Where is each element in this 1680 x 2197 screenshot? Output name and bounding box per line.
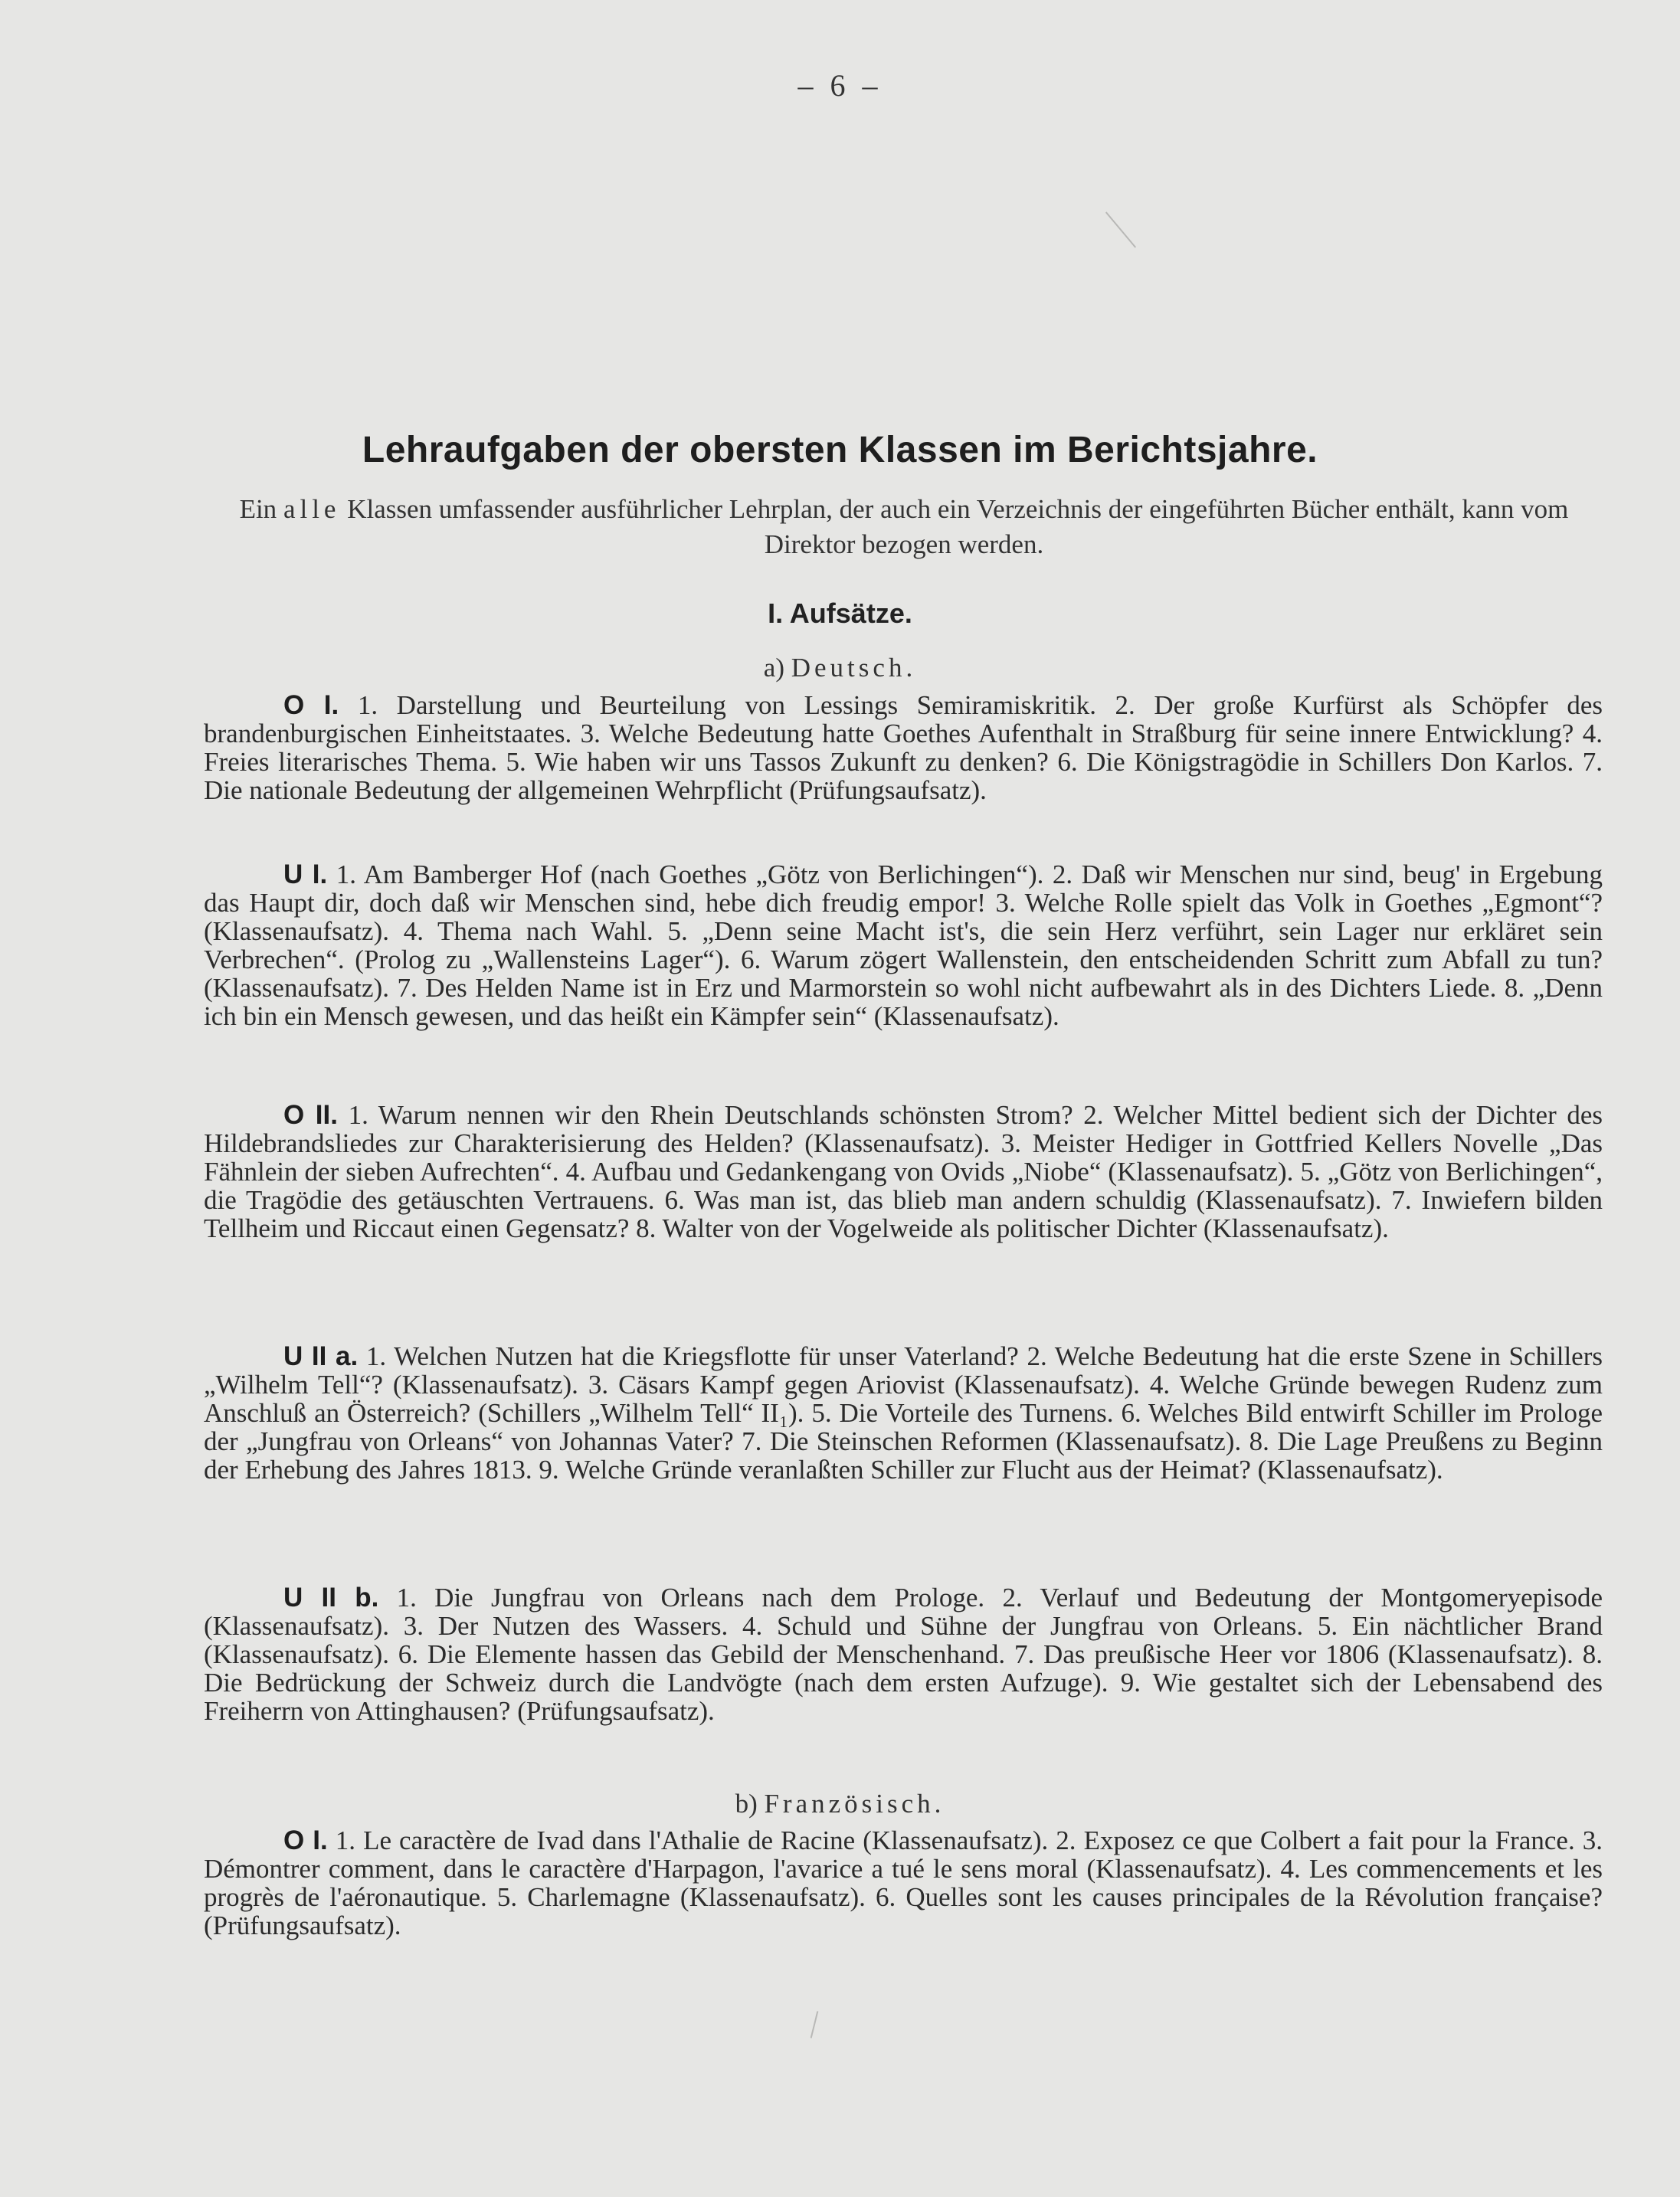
entry-text: 1. Die Jungfrau von Orleans nach dem Prologe. 2. Verlauf und Bedeutung der Montgomeryepisode (Klassenaufsatz). 3. Der Nutzen des Wassers. 4. Schuld und Sühne der Jungfrau von Orleans. 5. Ein nächtlicher Brand (Klassenaufsatz). 6. Die Elemente hassen das Gebild der Menschenhand. 7. Das preußische Heer vor 1806 (Klassenaufsatz). 8. Die Bedrückung der Schweiz durch die Landvögte (nach dem ersten Aufzuge). 9. Wie gestaltet sich der Lebensabend des Freiherrn von Attinghausen? (Prüfungsaufsatz). — [204, 1583, 1603, 1726]
entry-german-uiia — [204, 1342, 1603, 1484]
class-label: O I. — [283, 690, 339, 720]
entry-text: 1. Welchen Nutzen hat die Kriegsflotte für unser Vaterland? 2. Welche Bedeutung hat die erste Szene in Schillers „Wilhelm Tell“? (Klassenaufsatz). 3. Cäsars Kampf gegen Ariovist (Klassenaufsatz). 4. Welche Gründe bewegen Rudenz zum Anschluß an Österreich? (Schillers „Wilhelm Tell“ II₁). 5. Die Vorteile des Turnens. 6. Welches Bild entwirft Schiller im Prologe der „Jungfrau von Orleans“ von Johannas Vater? 7. Die Steinschen Reformen (Klassenaufsatz). 8. Die Lage Preußens zu Beginn der Erhebung des Jahres 1813. 9. Welche Gründe veranlaßten Schiller zur Flucht aus der Heimat? (Klassenaufsatz). — [204, 1341, 1603, 1485]
entry-german-ui — [204, 860, 1603, 1030]
subsection-prefix: b) — [735, 1789, 765, 1819]
class-label: U II a. — [283, 1341, 359, 1371]
entry-german-uiib — [204, 1583, 1603, 1725]
subsection-name: Französisch. — [764, 1789, 945, 1819]
class-label: O I. — [283, 1825, 328, 1855]
entry-text: 1. Le caractère de Ivad dans l'Athalie de Racine (Klassenaufsatz). 2. Exposez ce que Colbert a fait pour la France. 3. Démontrer comment, dans le caractère d'Harpagon, l'avarice a tué le sens moral (Klassenaufsatz). 4. Les commencements et les progrès de l'aéronautique. 5. Charlemagne (Klassenaufsatz). 6. Quelles sont les causes principales de la Révolution française? (Prüfungsaufsatz). — [204, 1825, 1603, 1940]
class-label: U I. — [283, 859, 328, 889]
paper-mark — [811, 2011, 819, 2038]
class-label: U II b. — [283, 1583, 379, 1613]
subsection-name: Deutsch. — [791, 653, 917, 683]
subsection-heading-french — [0, 1789, 1680, 1819]
entry-french-oi — [204, 1826, 1603, 1940]
entry-german-oii — [204, 1101, 1603, 1243]
intro-text-after: Klassen umfassender ausführlicher Lehrplan, der auch ein Verzeichnis der eingeführten Bücher enthält, kann vom Direktor bezogen werden. — [340, 494, 1569, 559]
subsection-prefix: a) — [763, 653, 791, 683]
entry-german-oi — [204, 691, 1603, 804]
entry-text: 1. Darstellung und Beurteilung von Lessings Semiramiskritik. 2. Der große Kurfürst als Schöpfer des brandenburgischen Einheitstaates. 3. Welche Bedeutung hatte Goethes Aufenthalt in Straßburg für seine innere Entwicklung? 4. Freies literarisches Thema. 5. Wie haben wir uns Tassos Zukunft zu denken? 6. Die Königstragödie in Schillers Don Karlos. 7. Die nationale Bedeutung der allgemeinen Wehrpflicht (Prüfungsaufsatz). — [204, 690, 1603, 805]
intro-paragraph — [205, 492, 1603, 562]
intro-text-emphasis: alle — [283, 494, 341, 524]
page-number: – 6 – — [797, 68, 883, 103]
paper-mark — [1105, 211, 1136, 247]
page-title: Lehraufgaben der obersten Klassen im Berichtsjahre. — [362, 430, 1318, 470]
entry-text: 1. Am Bamberger Hof (nach Goethes „Götz von Berlichingen“). 2. Daß wir Menschen nur sind, beug' in Ergebung das Haupt dir, doch daß wir Menschen sind, hebe dich freudig empor! 3. Welche Rolle spielt das Volk in Goethes „Egmont“? (Klassenaufsatz). 4. Thema nach Wahl. 5. „Denn seine Macht ist's, die sein Herz verführt, sein Lager nur erkläret sein Verbrechen“. (Prolog zu „Wallensteins Lager“). 6. Warum zögert Wallenstein, den entscheidenden Schritt zum Abfall zu tun? (Klassenaufsatz). 7. Des Helden Name ist in Erz und Marmorstein so wohl nicht aufbewahrt als in des Dichters Liede. 8. „Denn ich bin ein Mensch gewesen, und das heißt ein Kämpfer sein“ (Klassenaufsatz). — [204, 859, 1603, 1031]
subsection-heading-german — [0, 653, 1680, 683]
class-label: O II. — [283, 1100, 338, 1130]
intro-text-before: Ein — [239, 494, 283, 524]
section-heading: I. Aufsätze. — [768, 598, 912, 629]
entry-text: 1. Warum nennen wir den Rhein Deutschlands schönsten Strom? 2. Welcher Mittel bedient sich der Dichter des Hildebrandsliedes zur Charakterisierung des Helden? (Klassenaufsatz). 3. Meister Hediger in Gottfried Kellers Novelle „Das Fähnlein der sieben Aufrechten“. 4. Aufbau und Gedankengang von Ovids „Niobe“ (Klassenaufsatz). 5. „Götz von Berlichingen“, die Tragödie des getäuschten Vertrauens. 6. Was man ist, das blieb man andern schuldig (Klassenaufsatz). 7. Inwiefern bilden Tellheim und Riccaut einen Gegensatz? 8. Walter von der Vogelweide als politischer Dichter (Klassenaufsatz). — [204, 1100, 1603, 1243]
